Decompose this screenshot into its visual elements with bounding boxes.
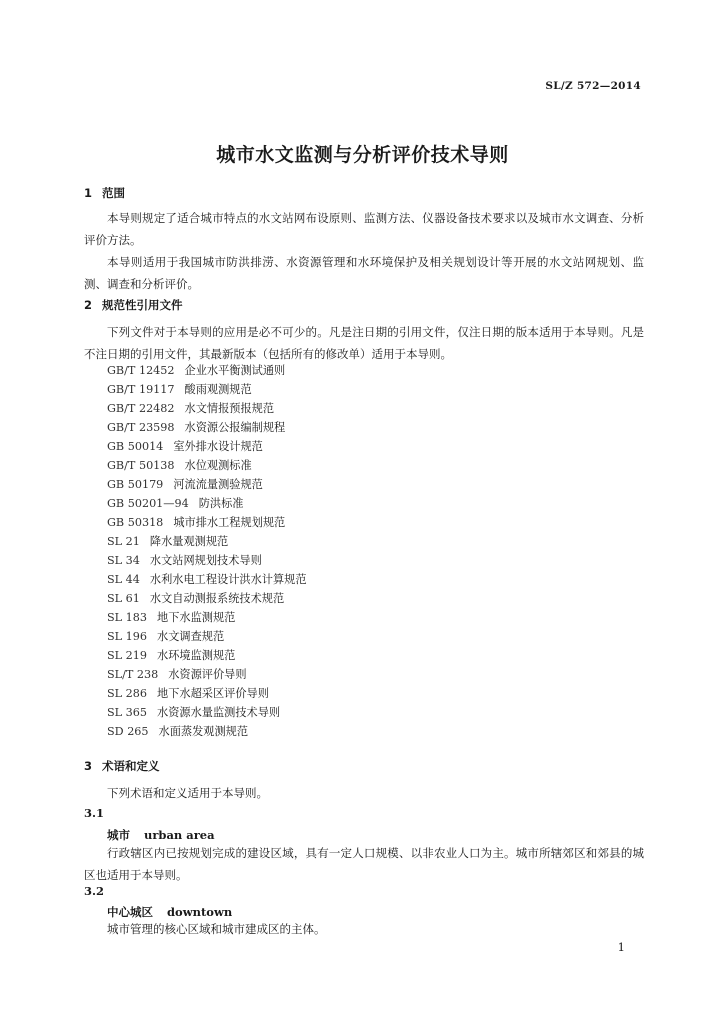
reference-code: SL 21 xyxy=(107,535,140,548)
reference-code: GB/T 22482 xyxy=(107,402,175,415)
reference-code: SD 265 xyxy=(107,725,149,738)
term-number: 3.2 xyxy=(84,884,105,898)
page-title: 城市水文监测与分析评价技术导则 xyxy=(216,144,509,166)
reference-code: GB 50318 xyxy=(107,516,164,529)
standard-code: SL/Z 572—2014 xyxy=(545,80,641,92)
reference-title: 降水量观测规范 xyxy=(149,535,229,548)
reference-item xyxy=(107,456,252,475)
reference-code: SL 61 xyxy=(107,592,140,605)
reference-title: 水文自动测报系统技术规范 xyxy=(149,592,285,605)
reference-item xyxy=(107,646,235,665)
reference-title: 防洪标准 xyxy=(198,497,244,510)
reference-title: 水文调查规范 xyxy=(157,630,225,643)
reference-code: SL/T 238 xyxy=(107,668,159,681)
section-number: 3 xyxy=(84,759,93,773)
reference-item xyxy=(107,380,252,399)
section-heading-normative-references xyxy=(84,297,183,313)
reference-title: 水位观测标准 xyxy=(184,459,252,472)
reference-item xyxy=(107,361,285,380)
reference-code: SL 34 xyxy=(107,554,140,567)
paragraph: 下列文件对于本导则的应用是必不可少的。凡是注日期的引用文件，仅注日期的版本适用于本导则。凡是不注日期的引用文件，其最新版本（包括所有的修改单）适用于本导则。 xyxy=(84,325,644,361)
section-number: 1 xyxy=(84,186,93,200)
reference-title: 地下水超采区评价导则 xyxy=(157,687,269,700)
reference-title: 水环境监测规范 xyxy=(157,649,236,662)
reference-item xyxy=(107,418,285,437)
reference-code: SL 196 xyxy=(107,630,148,643)
reference-title: 企业水平衡测试通则 xyxy=(184,364,286,377)
reference-item xyxy=(107,513,285,532)
reference-title: 水文情报预报规范 xyxy=(184,402,275,415)
reference-code: SL 44 xyxy=(107,573,140,586)
reference-code: GB 50014 xyxy=(107,440,164,453)
reference-title: 河流流量测验规范 xyxy=(173,478,263,491)
reference-code: GB/T 23598 xyxy=(107,421,175,434)
section-heading-terms-definitions xyxy=(84,758,160,774)
reference-title: 水资源评价导则 xyxy=(168,668,247,681)
term-chinese: 城市 xyxy=(107,828,130,842)
reference-title: 水文站网规划技术导则 xyxy=(149,554,262,567)
reference-item xyxy=(107,532,228,551)
reference-item xyxy=(107,684,269,703)
reference-title: 地下水监测规范 xyxy=(157,611,236,624)
term-definition: 行政辖区内已按规划完成的建设区域，具有一定人口规模、以非农业人口为主。城市所辖郊区和郊县的城区也适用于本导则。 xyxy=(84,846,644,882)
reference-title: 水利水电工程设计洪水计算规范 xyxy=(149,573,307,586)
reference-code: GB 50179 xyxy=(107,478,164,491)
reference-title: 室外排水设计规范 xyxy=(173,440,263,453)
page-number: 1 xyxy=(617,940,625,954)
reference-item xyxy=(107,551,262,570)
reference-item xyxy=(107,437,263,456)
reference-title: 酸雨观测规范 xyxy=(184,383,252,396)
paragraph: 本导则规定了适合城市特点的水文站网布设原则、监测方法、仪器设备技术要求以及城市水文调查、分析评价方法。 xyxy=(84,211,644,247)
reference-item xyxy=(107,627,224,646)
term-heading xyxy=(107,827,215,843)
reference-item xyxy=(107,475,263,494)
reference-code: GB 50201—94 xyxy=(107,497,189,510)
reference-title: 城市排水工程规划规范 xyxy=(173,516,286,529)
reference-code: SL 183 xyxy=(107,611,148,624)
reference-item xyxy=(107,722,248,741)
section-title: 规范性引用文件 xyxy=(102,298,183,312)
term-chinese: 中心城区 xyxy=(107,905,153,919)
reference-code: GB/T 12452 xyxy=(107,364,175,377)
section-heading-scope xyxy=(84,185,125,201)
reference-item xyxy=(107,665,247,684)
reference-code: SL 286 xyxy=(107,687,148,700)
reference-item xyxy=(107,608,235,627)
reference-title: 水面蒸发观测规范 xyxy=(158,725,249,738)
section-title: 范围 xyxy=(102,186,125,200)
term-definition: 城市管理的核心区域和城市建成区的主体。 xyxy=(107,922,326,936)
section-title: 术语和定义 xyxy=(102,759,160,773)
paragraph: 本导则适用于我国城市防洪排涝、水资源管理和水环境保护及相关规划设计等开展的水文站网规划、监测、调查和分析评价。 xyxy=(84,255,644,291)
term-number: 3.1 xyxy=(84,806,105,820)
term-english: downtown xyxy=(167,905,233,919)
reference-item xyxy=(107,589,284,608)
reference-code: SL 365 xyxy=(107,706,148,719)
term-english: urban area xyxy=(144,828,215,842)
reference-code: SL 219 xyxy=(107,649,148,662)
reference-item xyxy=(107,399,274,418)
reference-item xyxy=(107,703,280,722)
reference-title: 水资源水量监测技术导则 xyxy=(157,706,281,719)
reference-item xyxy=(107,570,307,589)
paragraph: 下列术语和定义适用于本导则。 xyxy=(107,786,268,800)
reference-item xyxy=(107,494,244,513)
reference-code: GB/T 19117 xyxy=(107,383,175,396)
reference-title: 水资源公报编制规程 xyxy=(184,421,286,434)
section-number: 2 xyxy=(84,298,93,312)
reference-code: GB/T 50138 xyxy=(107,459,175,472)
